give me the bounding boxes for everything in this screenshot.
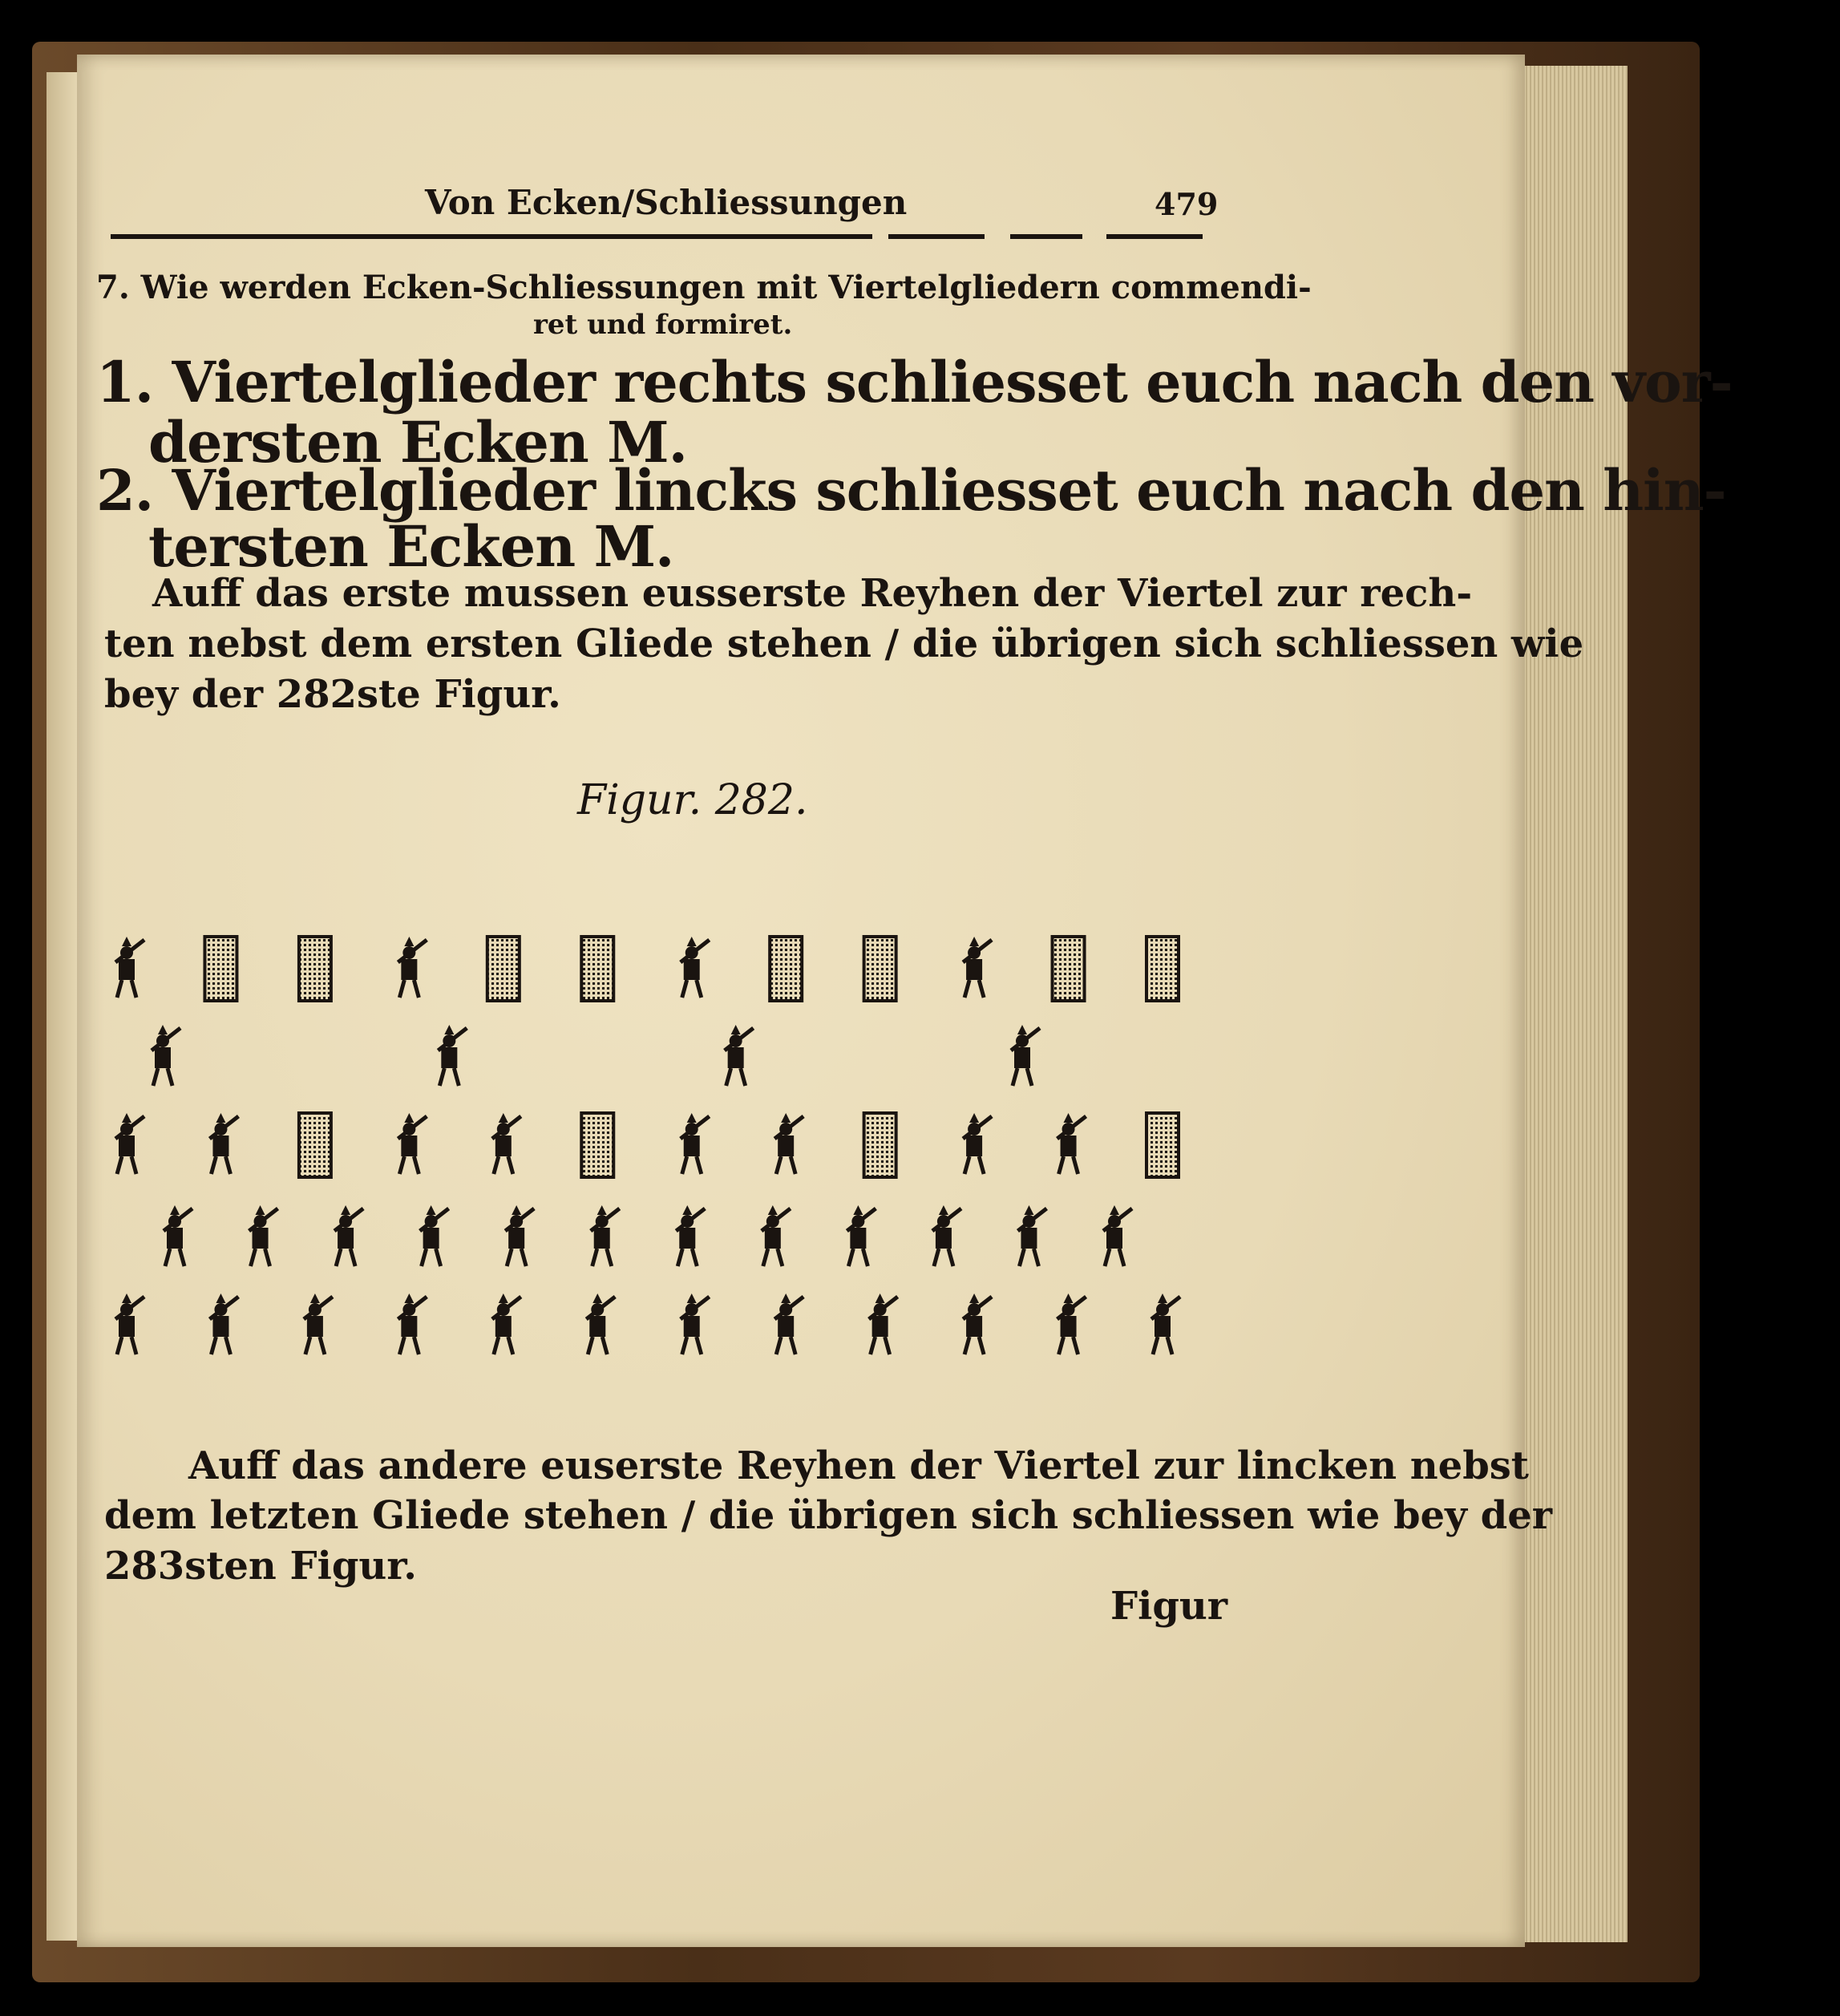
running-head: Von Ecken/Schliessungen xyxy=(425,183,908,222)
paragraph-1-line-3: bey der 282ste Figur. xyxy=(104,672,561,717)
header-rule-segment xyxy=(1106,234,1203,239)
book-page xyxy=(77,55,1525,1947)
command-2-line-2: tersten Ecken M. xyxy=(148,513,674,580)
left-page-edge xyxy=(47,72,79,1941)
question-line-2: ret und formiret. xyxy=(533,309,793,341)
paragraph-2-line-3: 283sten Figur. xyxy=(104,1544,417,1589)
command-1-line-2: dersten Ecken M. xyxy=(148,409,688,476)
catchword: Figur xyxy=(1110,1584,1228,1629)
page-number: 479 xyxy=(1155,186,1219,222)
header-rule-segment xyxy=(1010,234,1082,239)
header-rule xyxy=(111,234,872,239)
header-rule-segment xyxy=(888,234,985,239)
page-edges xyxy=(1507,66,1628,1942)
figure-caption: Figur. 282. xyxy=(577,776,808,824)
question-line-1: 7. Wie werden Ecken-Schliessungen mit Viertelgliedern commendi- xyxy=(96,269,1312,306)
paragraph-1-line-2: ten nebst dem ersten Gliede stehen / die übrigen sich schliessen wie xyxy=(104,621,1584,666)
paragraph-2-line-1: Auff das andere euserste Reyhen der Viertel zur lincken nebst xyxy=(188,1443,1529,1488)
command-2-line-1: 2. Viertelglieder lincks schliesset euch nach den hin- xyxy=(96,457,1726,524)
command-1-line-1: 1. Viertelglieder rechts schliesset euch nach den vor- xyxy=(96,349,1733,415)
paragraph-2-line-2: dem letzten Gliede stehen / die übrigen sich schliessen wie bey der xyxy=(104,1493,1553,1538)
paragraph-1-line-1: Auff das erste mussen eusserste Reyhen der Viertel zur rech- xyxy=(152,571,1473,616)
